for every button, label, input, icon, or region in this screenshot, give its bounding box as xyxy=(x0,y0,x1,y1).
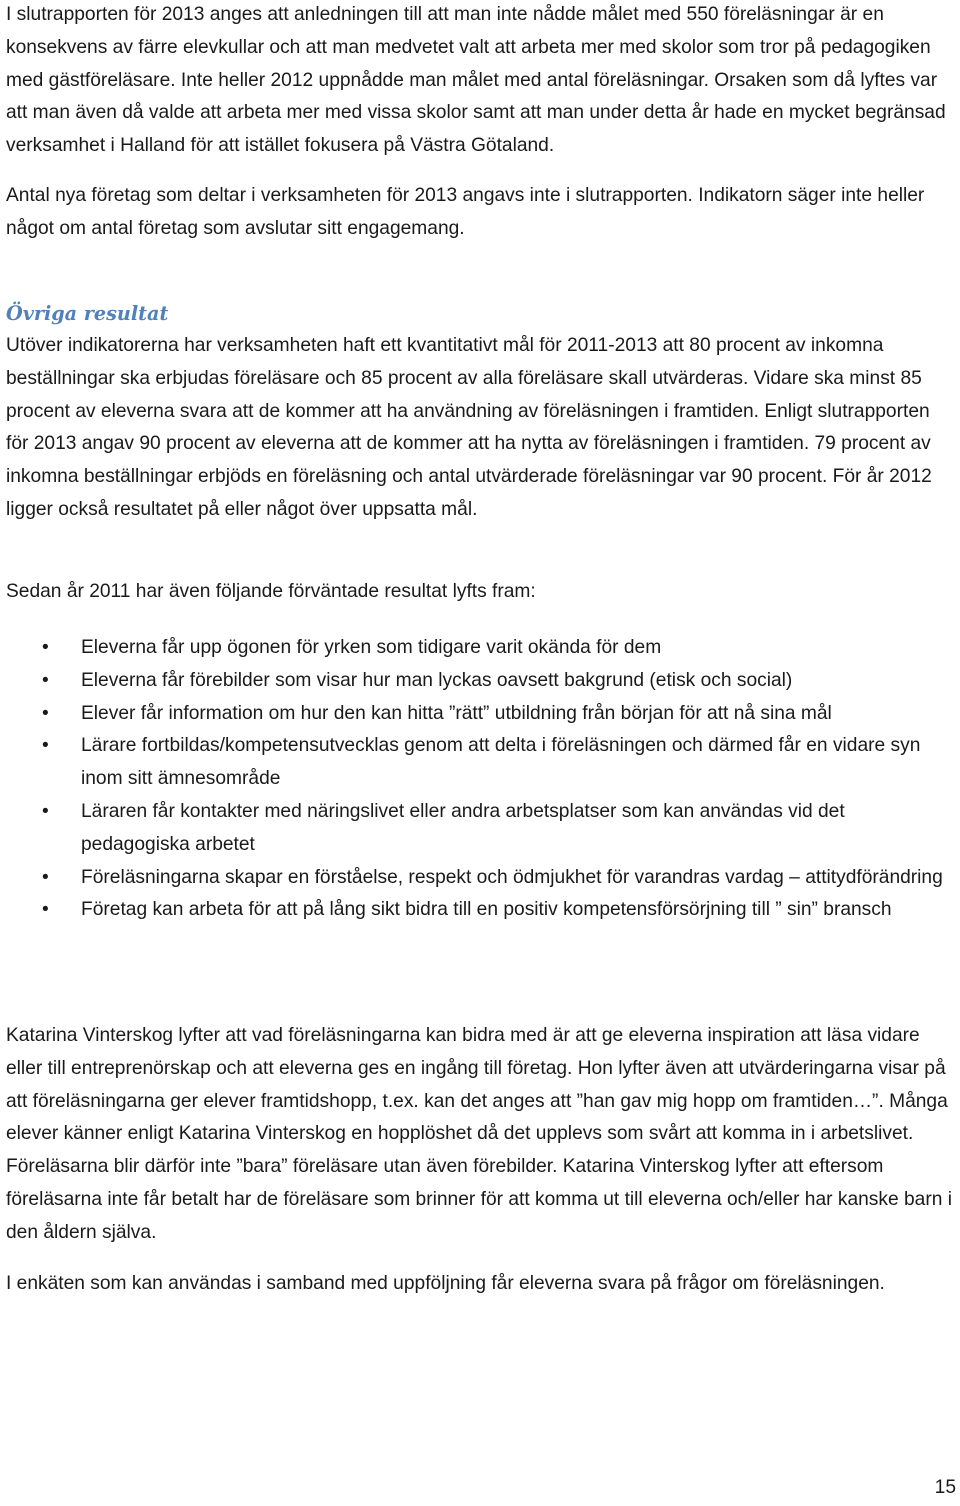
list-item xyxy=(6,796,956,862)
bullet-icon: • xyxy=(42,637,49,658)
bullet-icon: • xyxy=(42,702,49,724)
list-item-text: Lärare fortbildas/kompetensutvecklas genom att delta i föreläsningen och därmed får en vidare syn inom sitt ämnesområde xyxy=(81,735,921,790)
bullet-icon: • xyxy=(42,800,49,822)
list-item-text: Eleverna får förebilder som visar hur man lyckas oavsett bakgrund (etisk och social) xyxy=(81,669,793,691)
katarina-paragraph: Katarina Vinterskog lyfter att vad föreläsningarna kan bidra med är att ge eleverna inspiration att läsa vidare eller till entreprenörskap och att eleverna ges en ingång till företag. Hon lyfter även att utvärderingarna visar på att föreläsningarna ger elever framtidshopp, t.ex. kan det anges att ”han gav mig hopp om framtiden…”. Många elever känner enligt Katarina Vinterskog en hopplöshet då det upplevs som svårt att komma in i arbetslivet. Föreläsarna blir därför inte ”bara” föreläsare utan även förebilder. Katarina Vinterskog lyfter att eftersom föreläsarna inte får betalt har de föreläsare som brinner för att komma ut till eleverna och/eller har kanske barn i den åldern själva. xyxy=(6,1025,952,1243)
section-heading: Övriga resultat xyxy=(6,302,169,325)
list-item xyxy=(6,894,956,927)
list-item-text: Eleverna får upp ögonen för yrken som tidigare varit okända för dem xyxy=(81,637,662,658)
list-item xyxy=(6,698,956,731)
bullet-icon: • xyxy=(42,735,49,757)
since-paragraph: Sedan år 2011 har även följande förväntade resultat lyfts fram: xyxy=(6,581,536,602)
list-item xyxy=(6,665,956,698)
list-item-text: Elever får information om hur den kan hitta ”rätt” utbildning från början för att nå sina mål xyxy=(81,702,832,724)
bullet-icon: • xyxy=(42,899,49,921)
bullet-icon: • xyxy=(42,866,49,888)
list-item-text: Företag kan arbeta för att på lång sikt bidra till en positiv kompetensförsörjning till ” sin” bransch xyxy=(81,899,892,921)
list-item-text: Läraren får kontakter med näringslivet eller andra arbetsplatser som kan användas vid det pedagogiska arbetet xyxy=(81,800,845,855)
bullet-icon: • xyxy=(42,669,49,691)
expected-results-list xyxy=(6,632,956,927)
survey-paragraph: I enkäten som kan användas i samband med uppföljning får eleverna svara på frågor om föreläsningen. xyxy=(6,1273,885,1294)
new-companies-paragraph: Antal nya företag som deltar i verksamheten för 2013 angavs inte i slutrapporten. Indikatorn säger inte heller något om antal företag som avslutar sitt engagemang. xyxy=(6,185,925,239)
list-item-text: Föreläsningarna skapar en förståelse, respekt och ödmjukhet för varandras vardag – attitydförändring xyxy=(81,866,943,888)
intro-paragraph: I slutrapporten för 2013 anges att anledningen till att man inte nådde målet med 550 föreläsningar är en konsekvens av färre elevkullar och att man medvetet valt att arbeta mer med skolor som tror på pedagogiken med gästföreläsare. Inte heller 2012 uppnådde man målet med antal föreläsningar. Orsaken som då lyftes var att man även då valde att arbeta mer med vissa skolor samt att man under detta år hade en mycket begränsad verksamhet i Halland för att istället fokusera på Västra Götaland. xyxy=(6,4,946,157)
results-paragraph: Utöver indikatorerna har verksamheten haft ett kvantitativt mål för 2011-2013 att 80 procent av inkomna beställningar ska erbjudas föreläsare och 85 procent av alla föreläsare skall utvärderas. Vidare ska minst 85 procent av eleverna svara att de kommer att ha användning av föreläsningen i framtiden. Enligt slutrapporten för 2013 angav 90 procent av eleverna att de kommer att ha nytta av föreläsningen i framtiden. 79 procent av inkomna beställningar erbjöds en föreläsning och antal utvärderade föreläsningar var 90 procent. För år 2012 ligger också resultatet på eller något över uppsatta mål. xyxy=(6,335,932,520)
list-item xyxy=(6,730,956,796)
list-item xyxy=(6,862,956,895)
page-number: 15 xyxy=(934,1477,956,1498)
list-item xyxy=(6,632,956,665)
